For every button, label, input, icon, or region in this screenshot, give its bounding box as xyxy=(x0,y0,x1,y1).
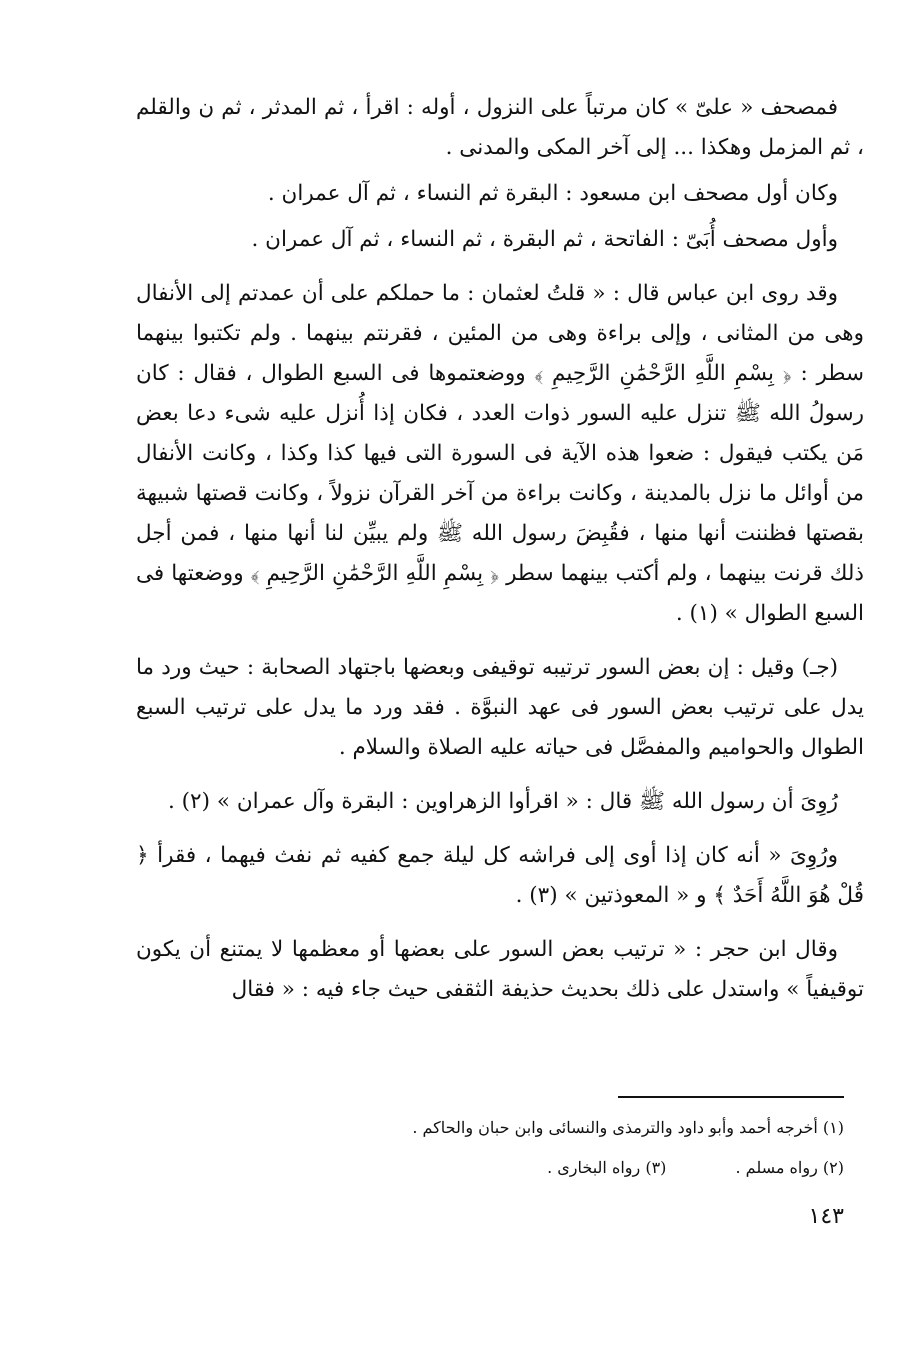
page-body xyxy=(136,88,864,1016)
footnote-1: (١) أخرجه أحمد وأبو داود والترمذى والنسائى وابن حبان والحاكم . xyxy=(412,1118,844,1137)
footnote-3: (٣) رواه البخارى . xyxy=(547,1158,667,1177)
paragraph-zahrawayn-hadith: رُوِىَ أن رسول الله ﷺ قال : « اقرأوا الزهراوين : البقرة وآل عمران » (٢) . xyxy=(167,789,838,814)
footnote-2: (٢) رواه مسلم . xyxy=(735,1158,844,1177)
paragraph-muawwidhatayn-hadith: ورُوِىَ « أنه كان إذا أوى إلى فراشه كل ليلة جمع كفيه ثم نفث فيهما ، فقرأ ﴿ قُلْ هُوَ اللَّهُ أَحَدٌ ﴾ و « المعوذتين » (٣) . xyxy=(136,843,864,908)
paragraph-ibn-hajar: وقال ابن حجر : « ترتيب بعض السور على بعضها أو معظمها لا يمتنع أن يكون توقيفياً » واستدل على ذلك بحديث حذيفة الثقفى حيث جاء فيه : « فقال xyxy=(136,937,864,1002)
paragraph-partial-tawqifi: (جـ) وقيل : إن بعض السور ترتيبه توقيفى وبعضها باجتهاد الصحابة : حيث ورد ما يدل على ترتيب بعض السور فى عهد النبوَّة . فقد ورد ما يدل على ترتيب السبع الطوال والحواميم والمفصَّل فى حياته عليه الصلاة والسلام . xyxy=(136,655,864,760)
paragraph-ibn-masud-mushaf: وكان أول مصحف ابن مسعود : البقرة ثم النساء ، ثم آل عمران . xyxy=(267,181,838,206)
paragraph-ali-mushaf: فمصحف « علىّ » كان مرتباً على النزول ، أوله : اقرأ ، ثم المدثر ، ثم ن والقلم ، ثم المزمل وهكذا ... إلى آخر المكى والمدنى . xyxy=(136,95,864,160)
footnote-divider xyxy=(618,1096,844,1098)
footnote-row-2 xyxy=(300,1148,844,1188)
paragraph-ubay-mushaf: وأول مصحف أُبَىّ : الفاتحة ، ثم البقرة ، ثم النساء ، ثم آل عمران . xyxy=(251,227,838,252)
footnotes xyxy=(300,1108,844,1188)
page-number: ١٤٣ xyxy=(808,1204,844,1229)
paragraph-ibn-abbas-narration: وقد روى ابن عباس قال : « قلتُ لعثمان : ما حملكم على أن عمدتم إلى الأنفال وهى من المثانى ، وإلى براءة وهى من المئين ، فقرنتم بينهما . ولم تكتبوا بينهما سطر : ﴿ بِسْمِ اللَّهِ الرَّحْمَٰنِ الرَّحِيمِ ﴾ ووضعتموها فى السبع الطوال ، فقال : كان رسولُ الله ﷺ تنزل عليه السور ذوات العدد ، فكان إذا أُنزل عليه شىء دعا بعض مَن يكتب فيقول : ضعوا هذه الآية فى السورة التى فيها كذا وكذا ، وكانت الأنفال من أوائل ما نزل بالمدينة ، وكانت براءة من آخر القرآن نزولاً ، وكانت قصتها شبيهة بقصتها فظننت أنها منها ، فقُبِضَ رسول الله ﷺ ولم يبيِّن لنا أنها منها ، فمن أجل ذلك قرنت بينهما ، ولم أكتب بينهما سطر ﴿ بِسْمِ اللَّهِ الرَّحْمَٰنِ الرَّحِيمِ ﴾ ووضعتها فى السبع الطوال » (١) . xyxy=(136,281,864,626)
